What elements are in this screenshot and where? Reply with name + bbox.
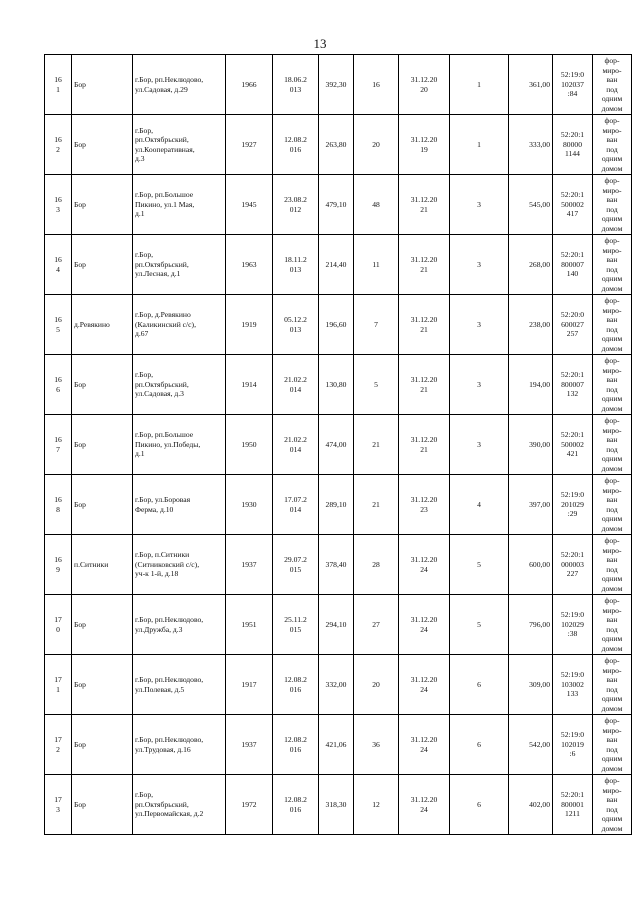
land-status-cell: фор- миро- ван под одним домом	[593, 415, 632, 475]
address-cell: г.Бор, рп.Неклюдово, ул.Трудовая, д.16	[133, 715, 226, 775]
row-number-cell: 17 2	[45, 715, 72, 775]
address-cell: г.Бор, рп.Октябрьский, ул.Лесная, д.1	[133, 235, 226, 295]
land-status-cell: фор- миро- ван под одним домом	[593, 775, 632, 835]
recognition-date-cell: 23.08.2 012	[273, 175, 319, 235]
residents-cell: 7	[354, 295, 399, 355]
row-number-cell: 16 1	[45, 55, 72, 115]
year-built-cell: 1914	[226, 355, 273, 415]
amount-cell: 238,00	[509, 295, 553, 355]
page-number: 13	[313, 36, 327, 51]
stage-cell: 6	[450, 655, 509, 715]
area-cell: 289,10	[319, 475, 354, 535]
row-number-cell: 17 3	[45, 775, 72, 835]
recognition-date-cell: 12.08.2 016	[273, 655, 319, 715]
address-cell: г.Бор, рп.Октябрьский, ул.Садовая, д.3	[133, 355, 226, 415]
stage-cell: 4	[450, 475, 509, 535]
amount-cell: 361,00	[509, 55, 553, 115]
address-cell: г.Бор, рп.Неклюдово, ул.Садовая, д.29	[133, 55, 226, 115]
table-row	[45, 295, 632, 355]
year-built-cell: 1930	[226, 475, 273, 535]
land-status-cell: фор- миро- ван под одним домом	[593, 115, 632, 175]
cadastral-number-cell: 52:20:1 500002 417	[553, 175, 593, 235]
residents-cell: 28	[354, 535, 399, 595]
land-status-cell: фор- миро- ван под одним домом	[593, 535, 632, 595]
table-body	[45, 55, 632, 835]
land-status-cell: фор- миро- ван под одним домом	[593, 475, 632, 535]
area-cell: 294,10	[319, 595, 354, 655]
year-built-cell: 1945	[226, 175, 273, 235]
recognition-date-cell: 21.02.2 014	[273, 355, 319, 415]
cadastral-number-cell: 52:19:0 201029 :29	[553, 475, 593, 535]
area-cell: 214,40	[319, 235, 354, 295]
cadastral-number-cell: 52:20:1 800001 1211	[553, 775, 593, 835]
residents-cell: 36	[354, 715, 399, 775]
cadastral-number-cell: 52:19:0 103002 133	[553, 655, 593, 715]
amount-cell: 268,00	[509, 235, 553, 295]
address-cell: г.Бор, рп.Неклюдово, ул.Дружба, д.3	[133, 595, 226, 655]
stage-cell: 1	[450, 115, 509, 175]
land-status-cell: фор- миро- ван под одним домом	[593, 355, 632, 415]
amount-cell: 390,00	[509, 415, 553, 475]
residents-cell: 20	[354, 655, 399, 715]
planned-date-cell: 31.12.20 21	[399, 295, 450, 355]
area-cell: 263,80	[319, 115, 354, 175]
residents-cell: 21	[354, 475, 399, 535]
amount-cell: 402,00	[509, 775, 553, 835]
recognition-date-cell: 21.02.2 014	[273, 415, 319, 475]
planned-date-cell: 31.12.20 21	[399, 415, 450, 475]
residents-cell: 12	[354, 775, 399, 835]
table-row	[45, 175, 632, 235]
table-row	[45, 655, 632, 715]
locality-cell: Бор	[72, 775, 133, 835]
cadastral-number-cell: 52:20:1 80000 1144	[553, 115, 593, 175]
residents-cell: 27	[354, 595, 399, 655]
stage-cell: 1	[450, 55, 509, 115]
recognition-date-cell: 18.06.2 013	[273, 55, 319, 115]
land-status-cell: фор- миро- ван под одним домом	[593, 175, 632, 235]
row-number-cell: 16 7	[45, 415, 72, 475]
table-row	[45, 475, 632, 535]
amount-cell: 309,00	[509, 655, 553, 715]
land-status-cell: фор- миро- ван под одним домом	[593, 55, 632, 115]
year-built-cell: 1919	[226, 295, 273, 355]
stage-cell: 3	[450, 175, 509, 235]
year-built-cell: 1937	[226, 715, 273, 775]
row-number-cell: 16 3	[45, 175, 72, 235]
planned-date-cell: 31.12.20 19	[399, 115, 450, 175]
planned-date-cell: 31.12.20 24	[399, 715, 450, 775]
locality-cell: Бор	[72, 595, 133, 655]
stage-cell: 3	[450, 235, 509, 295]
cadastral-number-cell: 52:20:1 500002 421	[553, 415, 593, 475]
stage-cell: 6	[450, 715, 509, 775]
recognition-date-cell: 29.07.2 015	[273, 535, 319, 595]
residents-cell: 16	[354, 55, 399, 115]
address-cell: г.Бор, рп.Октябрьский, ул.Первомайская, д.2	[133, 775, 226, 835]
stage-cell: 3	[450, 415, 509, 475]
planned-date-cell: 31.12.20 24	[399, 775, 450, 835]
address-cell: г.Бор, рп.Большое Пикино, ул.1 Мая, д.1	[133, 175, 226, 235]
planned-date-cell: 31.12.20 24	[399, 595, 450, 655]
residents-cell: 20	[354, 115, 399, 175]
amount-cell: 194,00	[509, 355, 553, 415]
land-status-cell: фор- миро- ван под одним домом	[593, 655, 632, 715]
year-built-cell: 1966	[226, 55, 273, 115]
row-number-cell: 16 2	[45, 115, 72, 175]
address-cell: г.Бор, п.Ситники (Ситниковский с/с), уч-к 1-й, д.18	[133, 535, 226, 595]
table-row	[45, 355, 632, 415]
amount-cell: 333,00	[509, 115, 553, 175]
stage-cell: 3	[450, 355, 509, 415]
cadastral-number-cell: 52:20:1 000003 227	[553, 535, 593, 595]
area-cell: 392,30	[319, 55, 354, 115]
locality-cell: Бор	[72, 115, 133, 175]
amount-cell: 397,00	[509, 475, 553, 535]
row-number-cell: 16 8	[45, 475, 72, 535]
row-number-cell: 16 5	[45, 295, 72, 355]
row-number-cell: 16 9	[45, 535, 72, 595]
year-built-cell: 1917	[226, 655, 273, 715]
cadastral-number-cell: 52:19:0 102019 :6	[553, 715, 593, 775]
planned-date-cell: 31.12.20 21	[399, 235, 450, 295]
area-cell: 130,80	[319, 355, 354, 415]
locality-cell: Бор	[72, 415, 133, 475]
recognition-date-cell: 12.08.2 016	[273, 115, 319, 175]
housing-registry-table	[44, 54, 632, 835]
recognition-date-cell: 18.11.2 013	[273, 235, 319, 295]
locality-cell: Бор	[72, 175, 133, 235]
planned-date-cell: 31.12.20 21	[399, 355, 450, 415]
area-cell: 421,06	[319, 715, 354, 775]
address-cell: г.Бор, рп.Октябрьский, ул.Кооперативная, д.3	[133, 115, 226, 175]
recognition-date-cell: 17.07.2 014	[273, 475, 319, 535]
recognition-date-cell: 25.11.2 015	[273, 595, 319, 655]
cadastral-number-cell: 52:20:1 800007 132	[553, 355, 593, 415]
cadastral-number-cell: 52:19:0 102037 :84	[553, 55, 593, 115]
table-row	[45, 115, 632, 175]
planned-date-cell: 31.12.20 21	[399, 175, 450, 235]
land-status-cell: фор- миро- ван под одним домом	[593, 295, 632, 355]
amount-cell: 600,00	[509, 535, 553, 595]
row-number-cell: 17 1	[45, 655, 72, 715]
stage-cell: 5	[450, 595, 509, 655]
table-row	[45, 775, 632, 835]
year-built-cell: 1937	[226, 535, 273, 595]
land-status-cell: фор- миро- ван под одним домом	[593, 595, 632, 655]
planned-date-cell: 31.12.20 24	[399, 535, 450, 595]
recognition-date-cell: 05.12.2 013	[273, 295, 319, 355]
residents-cell: 5	[354, 355, 399, 415]
amount-cell: 796,00	[509, 595, 553, 655]
stage-cell: 5	[450, 535, 509, 595]
table-row	[45, 535, 632, 595]
locality-cell: Бор	[72, 355, 133, 415]
table-row	[45, 235, 632, 295]
area-cell: 332,00	[319, 655, 354, 715]
year-built-cell: 1927	[226, 115, 273, 175]
locality-cell: Бор	[72, 715, 133, 775]
recognition-date-cell: 12.08.2 016	[273, 715, 319, 775]
locality-cell: п.Ситники	[72, 535, 133, 595]
year-built-cell: 1972	[226, 775, 273, 835]
area-cell: 318,30	[319, 775, 354, 835]
residents-cell: 11	[354, 235, 399, 295]
stage-cell: 6	[450, 775, 509, 835]
land-status-cell: фор- миро- ван под одним домом	[593, 235, 632, 295]
area-cell: 196,60	[319, 295, 354, 355]
planned-date-cell: 31.12.20 24	[399, 655, 450, 715]
stage-cell: 3	[450, 295, 509, 355]
area-cell: 474,00	[319, 415, 354, 475]
year-built-cell: 1951	[226, 595, 273, 655]
year-built-cell: 1963	[226, 235, 273, 295]
table-row	[45, 715, 632, 775]
table-row	[45, 595, 632, 655]
amount-cell: 545,00	[509, 175, 553, 235]
year-built-cell: 1950	[226, 415, 273, 475]
area-cell: 479,10	[319, 175, 354, 235]
cadastral-number-cell: 52:20:0 600027 257	[553, 295, 593, 355]
planned-date-cell: 31.12.20 20	[399, 55, 450, 115]
locality-cell: д.Ревякино	[72, 295, 133, 355]
recognition-date-cell: 12.08.2 016	[273, 775, 319, 835]
address-cell: г.Бор, рп.Неклюдово, ул.Полевая, д.5	[133, 655, 226, 715]
address-cell: г.Бор, рп.Большое Пикино, ул.Победы, д.1	[133, 415, 226, 475]
locality-cell: Бор	[72, 655, 133, 715]
locality-cell: Бор	[72, 55, 133, 115]
area-cell: 378,40	[319, 535, 354, 595]
row-number-cell: 16 6	[45, 355, 72, 415]
planned-date-cell: 31.12.20 23	[399, 475, 450, 535]
table-row	[45, 55, 632, 115]
table-row	[45, 415, 632, 475]
amount-cell: 542,00	[509, 715, 553, 775]
row-number-cell: 17 0	[45, 595, 72, 655]
address-cell: г.Бор, ул.Боровая Ферма, д.10	[133, 475, 226, 535]
land-status-cell: фор- миро- ван под одним домом	[593, 715, 632, 775]
cadastral-number-cell: 52:20:1 800007 140	[553, 235, 593, 295]
address-cell: г.Бор, д.Ревякино (Каликинский с/с), д.67	[133, 295, 226, 355]
cadastral-number-cell: 52:19:0 102029 :38	[553, 595, 593, 655]
locality-cell: Бор	[72, 475, 133, 535]
residents-cell: 21	[354, 415, 399, 475]
row-number-cell: 16 4	[45, 235, 72, 295]
locality-cell: Бор	[72, 235, 133, 295]
residents-cell: 48	[354, 175, 399, 235]
